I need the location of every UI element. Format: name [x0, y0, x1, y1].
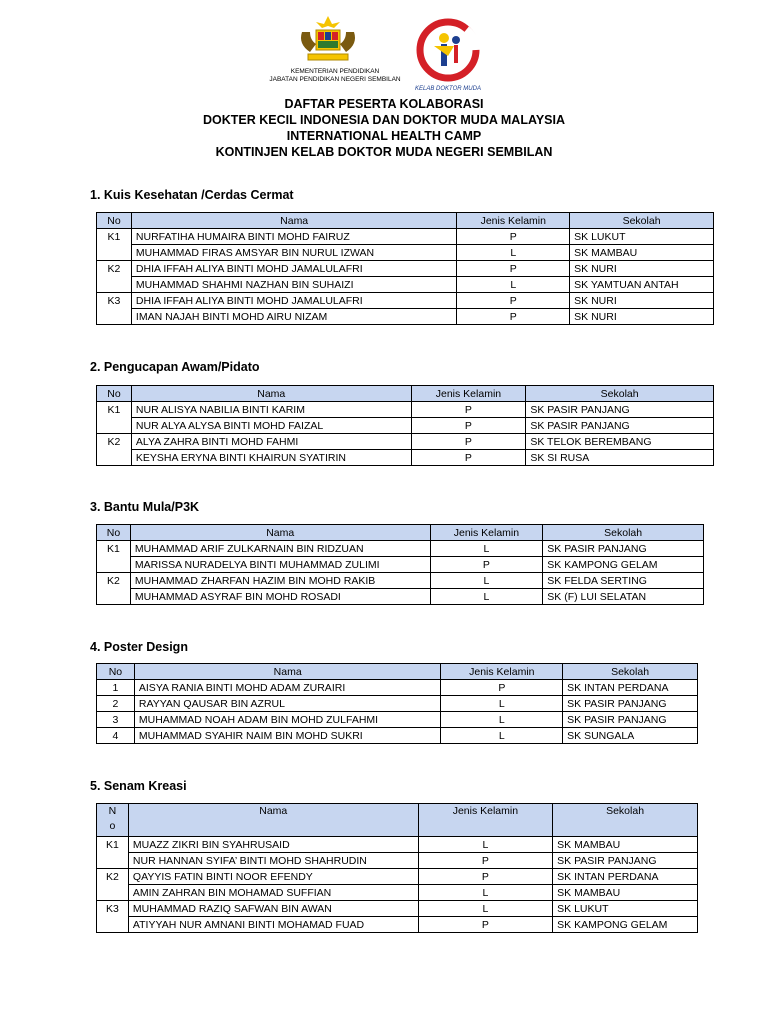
participants-table-1 [96, 212, 714, 325]
table-row [97, 680, 698, 696]
row-sekolah: SK PASIR PANJANG [563, 696, 698, 712]
row-no [97, 277, 132, 293]
col-header-sekolah: Sekolah [543, 525, 704, 541]
row-jenis-kelamin: P [441, 680, 563, 696]
row-no [97, 589, 131, 605]
row-jenis-kelamin: P [411, 418, 526, 434]
row-jenis-kelamin: L [441, 712, 563, 728]
table-header-row [97, 525, 704, 541]
row-no [97, 418, 132, 434]
row-no [97, 853, 129, 869]
kdm-emblem-icon [408, 16, 488, 96]
row-nama: ATIYYAH NUR AMNANI BINTI MOHAMAD FUAD [128, 917, 418, 933]
header-line-4: KONTINJEN KELAB DOKTOR MUDA NEGERI SEMBILAN [215, 145, 553, 159]
row-jenis-kelamin: P [418, 917, 553, 933]
table-row [97, 245, 714, 261]
table-header-row [97, 213, 714, 229]
row-nama: MUHAMMAD FIRAS AMSYAR BIN NURUL IZWAN [131, 245, 457, 261]
row-jenis-kelamin: L [441, 696, 563, 712]
row-jenis-kelamin: P [457, 229, 570, 245]
col-header-sekolah: Sekolah [563, 664, 698, 680]
table-header-row [97, 386, 714, 402]
col-header-no: No [97, 525, 131, 541]
row-jenis-kelamin: P [418, 869, 553, 885]
row-no [97, 245, 132, 261]
row-nama: NUR HANNAN SYIFA’ BINTI MOHD SHAHRUDIN [128, 853, 418, 869]
row-no [97, 309, 132, 325]
table-row [97, 837, 698, 853]
table-row [97, 557, 704, 573]
kelab-doktor-muda-logo [408, 16, 488, 96]
col-header-nama: Nama [131, 386, 411, 402]
row-nama: AISYA RANIA BINTI MOHD ADAM ZURAIRI [134, 680, 441, 696]
col-header-no: No [97, 664, 135, 680]
row-jenis-kelamin: L [430, 541, 543, 557]
table-row [97, 885, 698, 901]
row-no: K3 [97, 293, 132, 309]
row-nama: MUHAMMAD SHAHMI NAZHAN BIN SUHAIZI [131, 277, 457, 293]
row-sekolah: SK NURI [570, 309, 714, 325]
table-row [97, 277, 714, 293]
section-title-2: 2. Pengucapan Awam/Pidato [90, 360, 260, 374]
row-jenis-kelamin: P [457, 309, 570, 325]
row-jenis-kelamin: L [418, 885, 553, 901]
row-nama: DHIA IFFAH ALIYA BINTI MOHD JAMALULAFRI [131, 261, 457, 277]
col-header-jenis-kelamin: Jenis Kelamin [430, 525, 543, 541]
row-nama: MUHAMMAD ZHARFAN HAZIM BIN MOHD RAKIB [130, 573, 430, 589]
row-jenis-kelamin: P [430, 557, 543, 573]
row-jenis-kelamin: L [418, 837, 553, 853]
section-title-3: 3. Bantu Mula/P3K [90, 500, 200, 514]
row-jenis-kelamin: L [430, 589, 543, 605]
col-header-no: No [97, 213, 132, 229]
table-row [97, 541, 704, 557]
table-row [97, 573, 704, 589]
logo-bar [0, 14, 768, 94]
ministry-logo [250, 14, 410, 86]
row-sekolah: SK KAMPONG GELAM [553, 917, 698, 933]
section-title-4: 4. Poster Design [90, 640, 188, 654]
row-no: K1 [97, 402, 132, 418]
row-sekolah: SK PASIR PANJANG [543, 541, 704, 557]
header-line-1: DAFTAR PESERTA KOLABORASI [284, 97, 484, 111]
row-jenis-kelamin: L [457, 277, 570, 293]
participants-table-5 [96, 803, 698, 933]
row-jenis-kelamin: L [418, 901, 553, 917]
participants-table-3 [96, 524, 704, 605]
participants-table-2 [96, 385, 714, 466]
kdm-logo-text: KELAB DOKTOR MUDA [415, 86, 481, 92]
row-no [97, 450, 132, 466]
col-header-no: No [97, 386, 132, 402]
header-line-2: DOKTER KECIL INDONESIA DAN DOKTOR MUDA MALAYSIA [202, 113, 566, 127]
row-sekolah: SK NURI [570, 293, 714, 309]
participants-table-4 [96, 663, 698, 744]
row-sekolah: SK MAMBAU [553, 885, 698, 901]
row-nama: MUHAMMAD RAZIQ SAFWAN BIN AWAN [128, 901, 418, 917]
row-no: K2 [97, 261, 132, 277]
col-header-jenis-kelamin: Jenis Kelamin [418, 804, 553, 837]
row-sekolah: SK PASIR PANJANG [526, 418, 714, 434]
table-row [97, 229, 714, 245]
coat-of-arms-icon [288, 14, 368, 68]
table-row [97, 293, 714, 309]
row-jenis-kelamin: P [457, 261, 570, 277]
row-nama: MUHAMMAD NOAH ADAM BIN MOHD ZULFAHMI [134, 712, 441, 728]
col-header-sekolah: Sekolah [570, 213, 714, 229]
table-row [97, 728, 698, 744]
row-jenis-kelamin: P [411, 450, 526, 466]
table-row [97, 434, 714, 450]
col-header-nama: Nama [130, 525, 430, 541]
row-jenis-kelamin: L [457, 245, 570, 261]
table-header-row [97, 804, 698, 837]
row-jenis-kelamin: P [411, 434, 526, 450]
row-sekolah: SK (F) LUI SELATAN [543, 589, 704, 605]
row-jenis-kelamin: L [441, 728, 563, 744]
col-header-no [97, 804, 129, 837]
row-nama: MARISSA NURADELYA BINTI MUHAMMAD ZULIMI [130, 557, 430, 573]
row-no: K2 [97, 869, 129, 885]
row-jenis-kelamin: P [418, 853, 553, 869]
col-header-jenis-kelamin: Jenis Kelamin [441, 664, 563, 680]
table-row [97, 402, 714, 418]
row-sekolah: SK SUNGALA [563, 728, 698, 744]
col-header-jenis-kelamin: Jenis Kelamin [411, 386, 526, 402]
ministry-name: KEMENTERIAN PENDIDIKAN [290, 68, 380, 75]
table-row [97, 853, 698, 869]
row-sekolah: SK TELOK BEREMBANG [526, 434, 714, 450]
row-no: 2 [97, 696, 135, 712]
row-jenis-kelamin: P [411, 402, 526, 418]
table-row [97, 589, 704, 605]
col-header-nama: Nama [131, 213, 457, 229]
row-no: K1 [97, 229, 132, 245]
table-row [97, 309, 714, 325]
table-row [97, 917, 698, 933]
row-no: K1 [97, 837, 129, 853]
row-jenis-kelamin: L [430, 573, 543, 589]
row-nama: DHIA IFFAH ALIYA BINTI MOHD JAMALULAFRI [131, 293, 457, 309]
row-nama: MUAZZ ZIKRI BIN SYAHRUSAID [128, 837, 418, 853]
row-sekolah: SK INTAN PERDANA [553, 869, 698, 885]
table-row [97, 696, 698, 712]
row-sekolah: SK LUKUT [553, 901, 698, 917]
row-jenis-kelamin: P [457, 293, 570, 309]
row-sekolah: SK SI RUSA [526, 450, 714, 466]
row-sekolah: SK KAMPONG GELAM [543, 557, 704, 573]
row-sekolah: SK YAMTUAN ANTAH [570, 277, 714, 293]
row-no [97, 557, 131, 573]
row-no: K1 [97, 541, 131, 557]
row-sekolah: SK MAMBAU [570, 245, 714, 261]
row-nama: RAYYAN QAUSAR BIN AZRUL [134, 696, 441, 712]
section-title-5: 5. Senam Kreasi [90, 779, 187, 793]
section-title-1: 1. Kuis Kesehatan /Cerdas Cermat [90, 188, 294, 202]
department-name: JABATAN PENDIDIKAN NEGERI SEMBILAN [269, 76, 401, 83]
col-header-sekolah: Sekolah [526, 386, 714, 402]
row-sekolah: SK PASIR PANJANG [553, 853, 698, 869]
row-sekolah: SK MAMBAU [553, 837, 698, 853]
table-row [97, 869, 698, 885]
row-sekolah: SK FELDA SERTING [543, 573, 704, 589]
row-no: K3 [97, 901, 129, 917]
row-sekolah: SK LUKUT [570, 229, 714, 245]
row-sekolah: SK PASIR PANJANG [526, 402, 714, 418]
document-header [0, 96, 768, 160]
table-row [97, 261, 714, 277]
table-row [97, 450, 714, 466]
row-nama: NURFATIHA HUMAIRA BINTI MOHD FAIRUZ [131, 229, 457, 245]
row-nama: MUHAMMAD ARIF ZULKARNAIN BIN RIDZUAN [130, 541, 430, 557]
row-nama: ALYA ZAHRA BINTI MOHD FAHMI [131, 434, 411, 450]
row-no: 1 [97, 680, 135, 696]
row-nama: NUR ALYA ALYSA BINTI MOHD FAIZAL [131, 418, 411, 434]
row-nama: AMIN ZAHRAN BIN MOHAMAD SUFFIAN [128, 885, 418, 901]
row-nama: QAYYIS FATIN BINTI NOOR EFENDY [128, 869, 418, 885]
row-no [97, 885, 129, 901]
row-nama: NUR ALISYA NABILIA BINTI KARIM [131, 402, 411, 418]
row-nama: KEYSHA ERYNA BINTI KHAIRUN SYATIRIN [131, 450, 411, 466]
table-header-row [97, 664, 698, 680]
row-nama: MUHAMMAD ASYRAF BIN MOHD ROSADI [130, 589, 430, 605]
col-header-jenis-kelamin: Jenis Kelamin [457, 213, 570, 229]
row-sekolah: SK INTAN PERDANA [563, 680, 698, 696]
row-no: K2 [97, 573, 131, 589]
row-no [97, 917, 129, 933]
table-row [97, 901, 698, 917]
row-no: K2 [97, 434, 132, 450]
col-header-nama: Nama [134, 664, 441, 680]
row-nama: MUHAMMAD SYAHIR NAIM BIN MOHD SUKRI [134, 728, 441, 744]
row-no: 4 [97, 728, 135, 744]
row-no: 3 [97, 712, 135, 728]
table-row [97, 712, 698, 728]
table-row [97, 418, 714, 434]
col-header-sekolah: Sekolah [553, 804, 698, 837]
col-header-no-line-2: o [109, 820, 116, 832]
row-nama: IMAN NAJAH BINTI MOHD AIRU NIZAM [131, 309, 457, 325]
col-header-nama: Nama [128, 804, 418, 837]
header-line-3: INTERNATIONAL HEALTH CAMP [286, 129, 482, 143]
row-sekolah: SK PASIR PANJANG [563, 712, 698, 728]
row-sekolah: SK NURI [570, 261, 714, 277]
col-header-no-line-1: N [108, 805, 117, 817]
